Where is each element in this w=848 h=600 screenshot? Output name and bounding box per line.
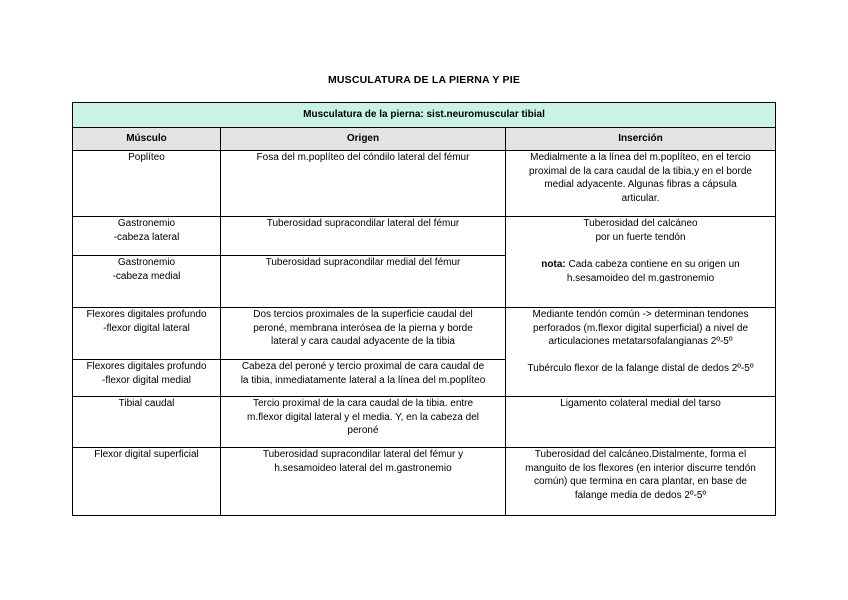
cell-musculo <box>73 448 221 516</box>
text-line: Tuberosidad del calcáneo.Distalmente, forma el <box>534 449 747 460</box>
table-row-tibial-caudal <box>73 397 776 448</box>
cell-insercion-flexores <box>506 308 776 397</box>
text-line: común) que termina en cara plantar, en base de <box>534 476 747 487</box>
cell-insercion <box>506 397 776 448</box>
cell-origen <box>221 151 506 217</box>
cell-musculo <box>73 397 221 448</box>
table-row-flexor-digital-superficial <box>73 448 776 516</box>
cell-musculo <box>73 217 221 256</box>
text-line: h.sesamoideo lateral del m.gastronemio <box>274 462 452 474</box>
text-line: Ligamento colateral medial del tarso <box>560 398 721 409</box>
cell-origen <box>221 448 506 516</box>
text-line: -cabeza medial <box>112 270 181 282</box>
text-line: Tercio proximal de la cara caudal de la tibia. entre <box>252 398 474 409</box>
text-line: peroné, membrana interósea de la pierna y borde <box>253 322 473 334</box>
nota-label: nota: <box>541 259 566 270</box>
text-line: Fosa del m.poplíteo del cóndilo lateral del fémur <box>256 152 470 163</box>
table-row-gastronemio-lateral <box>73 217 776 256</box>
cell-origen <box>221 397 506 448</box>
text-line: Medialmente a la línea del m.poplíteo, en el tercio <box>530 152 751 163</box>
text-line: falange media de dedos 2º-5º <box>574 489 707 501</box>
text-line: Tuberosidad del calcáneo <box>583 218 698 229</box>
text-line: Tubérculo flexor de la falange distal de dedos 2º-5º <box>527 362 754 374</box>
cell-insercion <box>506 151 776 217</box>
cell-origen <box>221 360 506 397</box>
cell-musculo <box>73 151 221 217</box>
cell-musculo <box>73 308 221 360</box>
text-line: Poplíteo <box>128 152 165 163</box>
text-line: m.flexor digital lateral y el media. Y, en la cabeza del <box>247 411 479 423</box>
text-line: h.sesamoideo del m.gastronemio <box>566 272 715 284</box>
cell-insercion-gastronemio <box>506 217 776 308</box>
text-line: Flexor digital superficial <box>94 449 199 460</box>
nota-block <box>510 258 771 272</box>
text-line: peroné <box>347 425 379 436</box>
text-line: Tuberosidad supracondilar lateral del fémur y <box>262 449 464 460</box>
header-musculo: Músculo <box>73 128 221 151</box>
text-line: proximal de la cara caudal de la tibia,y en el borde <box>529 165 752 177</box>
text-line: -flexor digital lateral <box>103 322 190 334</box>
table-caption: Musculatura de la pierna: sist.neuromuscular tibial <box>73 103 776 128</box>
text-line: Tibial caudal <box>118 398 175 409</box>
text-line: Tuberosidad supracondilar medial del fémur <box>265 257 461 268</box>
text-line: Tuberosidad supracondilar lateral del fémur <box>266 218 460 229</box>
table-row-flexor-digital-lateral <box>73 308 776 360</box>
cell-insercion <box>506 448 776 516</box>
text-line: medial adyacente. Algunas fibras a cápsula <box>544 179 737 190</box>
text-line: Gastronemio <box>117 257 176 268</box>
text-line: perforados (m.flexor digital superficial) a nivel de <box>532 322 749 334</box>
cell-origen <box>221 217 506 256</box>
cell-origen <box>221 256 506 308</box>
text-line: la tibia, inmediatamente lateral a la línea del m.poplíteo <box>240 374 486 386</box>
header-insercion: Inserción <box>506 128 776 151</box>
text-line: Cabeza del peroné y tercio proximal de cara caudal de <box>241 361 485 372</box>
text-line: manguito de los flexores (en interior discurre tendón <box>525 462 756 474</box>
text-line: Gastronemio <box>117 218 176 229</box>
cell-musculo <box>73 360 221 397</box>
document-title: MUSCULATURA DE LA PIERNA Y PIE <box>327 74 521 86</box>
table-header-row <box>73 128 776 151</box>
text-line: lateral y cara caudal adyacente de la tibia <box>270 336 455 347</box>
table-row-popliteo <box>73 151 776 217</box>
nota-text: Cada cabeza contiene en su origen un <box>565 259 740 270</box>
text-line: Flexores digitales profundo <box>86 309 207 320</box>
text-line: -flexor digital medial <box>102 374 191 386</box>
table-caption-row <box>73 103 776 128</box>
text-line: articular. <box>621 192 660 204</box>
text-line: Dos tercios proximales de la superficie caudal del <box>253 309 473 320</box>
cell-musculo <box>73 256 221 308</box>
text-line: por un fuerte tendón <box>595 231 686 243</box>
muscle-table <box>72 102 776 516</box>
text-line: -cabeza lateral <box>113 231 180 243</box>
text-line: articulaciones metatarsofalangianas 2º-5º <box>548 336 733 347</box>
text-line: Mediante tendón común -> determinan tendones <box>532 309 749 320</box>
header-origen: Origen <box>221 128 506 151</box>
cell-origen <box>221 308 506 360</box>
text-line: Flexores digitales profundo <box>86 361 207 372</box>
